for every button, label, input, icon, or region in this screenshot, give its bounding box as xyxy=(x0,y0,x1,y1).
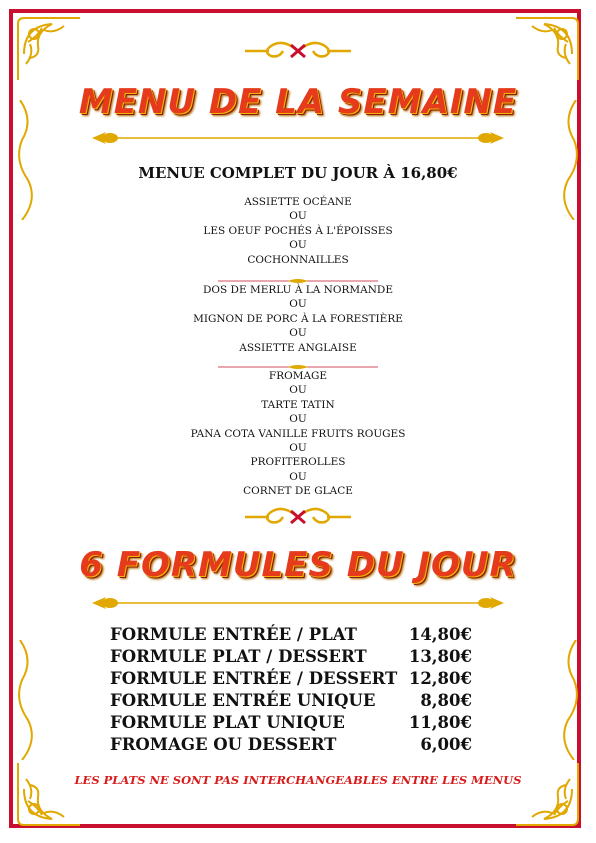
list-item: OU xyxy=(289,239,307,252)
corner-ornament-top-left xyxy=(14,14,84,84)
formule-row xyxy=(110,646,472,668)
list-item: OU xyxy=(289,327,307,340)
list-item: OU xyxy=(289,413,307,426)
formule-name: FORMULE ENTRÉE UNIQUE xyxy=(110,691,376,710)
footer-note: LES PLATS NE SONT PAS INTERCHANGEABLES ENTRE LES MENUS xyxy=(74,773,522,787)
formule-row xyxy=(110,668,472,690)
formule-price: 11,80€ xyxy=(408,713,472,732)
corner-ornament-top-right xyxy=(512,14,582,84)
formule-row xyxy=(110,690,472,712)
list-item: ASSIETTE ANGLAISE xyxy=(239,341,357,354)
formule-price: 13,80€ xyxy=(408,647,472,666)
corner-ornament-bottom-left xyxy=(14,759,84,829)
list-item: ASSIETTE OCÉANE xyxy=(244,196,352,208)
divider-arrow-top xyxy=(92,130,504,146)
formule-price: 8,80€ xyxy=(420,691,472,710)
formules-title: 6 FORMULES DU JOUR xyxy=(79,545,517,585)
formule-price: 12,80€ xyxy=(408,669,472,688)
swirl-ornament-top xyxy=(243,38,353,64)
side-ornament-left-bottom xyxy=(14,640,54,760)
side-ornament-right-bottom xyxy=(542,640,582,760)
formule-row xyxy=(110,624,472,646)
formules-table xyxy=(110,624,472,756)
list-item: CORNET DE GLACE xyxy=(243,485,353,498)
menu-heading: MENUE COMPLET DU JOUR À 16,80€ xyxy=(138,164,458,182)
list-item: PROFITEROLLES xyxy=(250,456,346,469)
swirl-ornament-middle xyxy=(243,504,353,530)
formule-name: FROMAGE OU DESSERT xyxy=(110,735,337,754)
plats-list xyxy=(0,283,596,355)
formule-price: 14,80€ xyxy=(408,625,472,644)
list-item: PANA COTA VANILLE FRUITS ROUGES xyxy=(190,427,406,440)
list-item: LES OEUF POCHÉS À L'ÉPOISSES xyxy=(203,224,393,237)
corner-ornament-bottom-right xyxy=(512,759,582,829)
list-item: FROMAGE xyxy=(268,370,328,382)
list-item: MIGNON DE PORC À LA FORESTIÈRE xyxy=(193,312,403,325)
list-item: OU xyxy=(289,210,307,223)
formule-name: FORMULE PLAT / DESSERT xyxy=(110,647,367,666)
list-item: COCHONNAILLES xyxy=(247,253,349,266)
list-item: OU xyxy=(289,441,307,454)
list-item: DOS DE MERLU À LA NORMANDE xyxy=(202,284,393,296)
formule-row xyxy=(110,734,472,756)
formule-name: FORMULE PLAT UNIQUE xyxy=(110,713,345,732)
divider-arrow-middle xyxy=(92,595,504,611)
page-title: MENU DE LA SEMAINE xyxy=(78,82,518,122)
list-item: OU xyxy=(289,470,307,483)
list-item: OU xyxy=(289,298,307,311)
formule-name: FORMULE ENTRÉE / DESSERT xyxy=(110,669,398,688)
list-item: OU xyxy=(289,384,307,397)
desserts-list xyxy=(0,369,596,499)
formule-price: 6,00€ xyxy=(420,735,472,754)
list-item: TARTE TATIN xyxy=(261,398,335,411)
formule-name: FORMULE ENTRÉE / PLAT xyxy=(110,625,357,644)
formule-row xyxy=(110,712,472,734)
entrees-list xyxy=(0,195,596,267)
